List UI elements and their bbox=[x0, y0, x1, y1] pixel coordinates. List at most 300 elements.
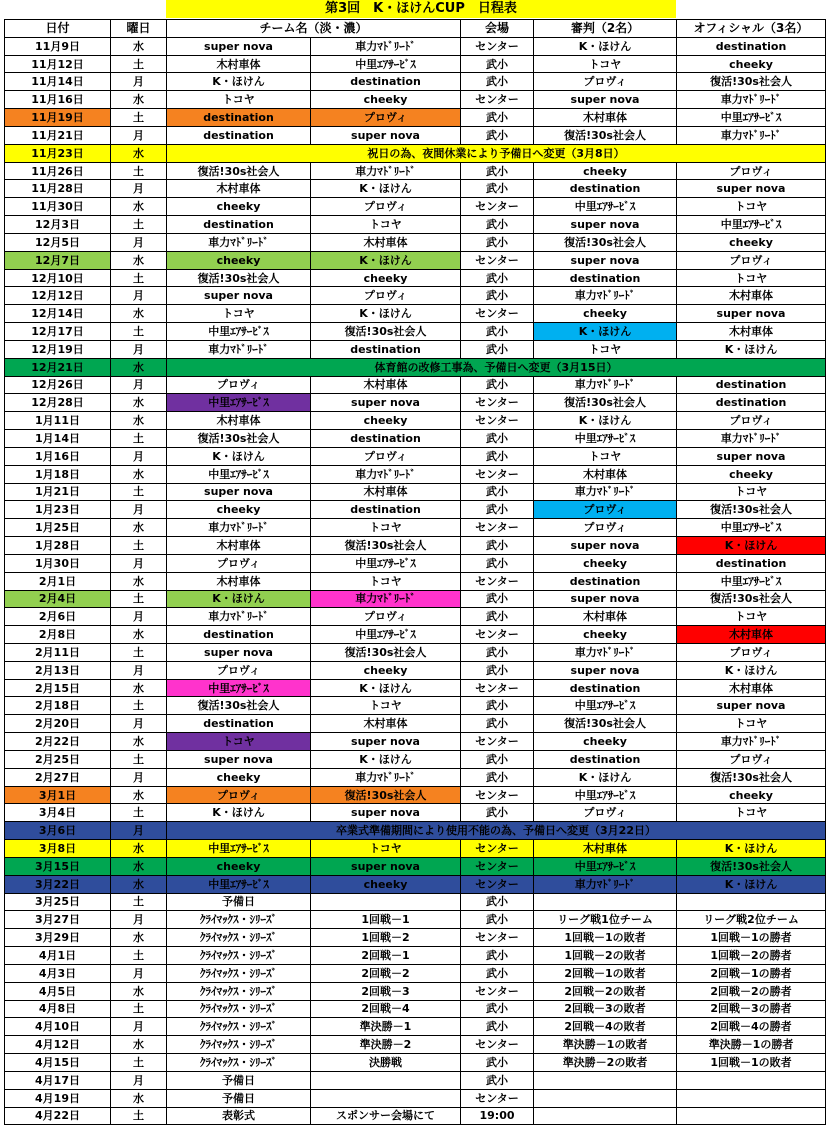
venue-cell: 武小 bbox=[461, 590, 534, 608]
team-dark-cell: 木村車体 bbox=[311, 483, 461, 501]
venue-cell: 武小 bbox=[461, 376, 534, 394]
weekday-cell: 土 bbox=[111, 269, 167, 287]
date-cell: 3月25日 bbox=[5, 893, 111, 911]
schedule-row bbox=[5, 1089, 826, 1107]
schedule-row bbox=[5, 323, 826, 341]
venue-cell: 武小 bbox=[461, 340, 534, 358]
venue-cell: 武小 bbox=[461, 287, 534, 305]
weekday-cell: 土 bbox=[111, 216, 167, 234]
team-light-cell: 復活!30s社会人 bbox=[167, 162, 311, 180]
team-light-cell: 中里ｴｱｻｰﾋﾞｽ bbox=[167, 394, 311, 412]
official-cell bbox=[677, 1107, 826, 1125]
team-dark-cell: 1回戦－1 bbox=[311, 911, 461, 929]
referee-cell: super nova bbox=[534, 661, 677, 679]
referee-cell: K・ほけん bbox=[534, 768, 677, 786]
team-dark-cell: cheeky bbox=[311, 412, 461, 430]
weekday-cell: 月 bbox=[111, 340, 167, 358]
venue-cell: センター bbox=[461, 91, 534, 109]
team-light-cell: K・ほけん bbox=[167, 590, 311, 608]
team-light-cell: 木村車体 bbox=[167, 537, 311, 555]
team-dark-cell: トコヤ bbox=[311, 572, 461, 590]
official-cell: 復活!30s社会人 bbox=[677, 857, 826, 875]
team-light-cell: 中里ｴｱｻｰﾋﾞｽ bbox=[167, 465, 311, 483]
weekday-cell: 水 bbox=[111, 929, 167, 947]
referee-cell bbox=[534, 1071, 677, 1089]
venue-cell: センター bbox=[461, 626, 534, 644]
official-cell bbox=[677, 1089, 826, 1107]
schedule-row bbox=[5, 162, 826, 180]
official-cell: cheeky bbox=[677, 786, 826, 804]
official-cell: 2回戦－1の勝者 bbox=[677, 964, 826, 982]
weekday-cell: 月 bbox=[111, 376, 167, 394]
official-cell: destination bbox=[677, 394, 826, 412]
official-cell: 車力ﾏﾄﾞﾘｰﾄﾞ bbox=[677, 430, 826, 448]
referee-cell: 準決勝－2の敗者 bbox=[534, 1054, 677, 1072]
schedule-row bbox=[5, 964, 826, 982]
official-cell: 復活!30s社会人 bbox=[677, 768, 826, 786]
date-cell: 4月12日 bbox=[5, 1036, 111, 1054]
date-cell: 3月1日 bbox=[5, 786, 111, 804]
weekday-cell: 水 bbox=[111, 198, 167, 216]
schedule-row bbox=[5, 893, 826, 911]
venue-cell: センター bbox=[461, 1036, 534, 1054]
team-dark-cell: 復活!30s社会人 bbox=[311, 643, 461, 661]
referee-cell: cheeky bbox=[534, 554, 677, 572]
team-light-cell: cheeky bbox=[167, 857, 311, 875]
date-cell: 11月19日 bbox=[5, 109, 111, 127]
team-dark-cell: トコヤ bbox=[311, 216, 461, 234]
venue-cell: 武小 bbox=[461, 750, 534, 768]
schedule-row bbox=[5, 1018, 826, 1036]
venue-cell: 武小 bbox=[461, 643, 534, 661]
official-cell: プロヴィ bbox=[677, 643, 826, 661]
official-cell: リーグ戦2位チーム bbox=[677, 911, 826, 929]
schedule-row bbox=[5, 697, 826, 715]
venue-cell: センター bbox=[461, 465, 534, 483]
referee-cell: 木村車体 bbox=[534, 840, 677, 858]
official-cell: 2回戦－3の勝者 bbox=[677, 1000, 826, 1018]
official-cell: cheeky bbox=[677, 55, 826, 73]
referee-cell: destination bbox=[534, 750, 677, 768]
date-cell: 12月28日 bbox=[5, 394, 111, 412]
team-light-cell: プロヴィ bbox=[167, 661, 311, 679]
weekday-cell: 水 bbox=[111, 1089, 167, 1107]
venue-cell: 武小 bbox=[461, 768, 534, 786]
team-dark-cell: super nova bbox=[311, 126, 461, 144]
team-light-cell: 木村車体 bbox=[167, 180, 311, 198]
team-dark-cell: 2回戦－4 bbox=[311, 1000, 461, 1018]
team-light-cell: 予備日 bbox=[167, 1071, 311, 1089]
venue-cell: 武小 bbox=[461, 661, 534, 679]
weekday-cell: 土 bbox=[111, 55, 167, 73]
official-cell: 復活!30s社会人 bbox=[677, 73, 826, 91]
weekday-cell: 水 bbox=[111, 626, 167, 644]
team-dark-cell: トコヤ bbox=[311, 697, 461, 715]
weekday-cell: 月 bbox=[111, 911, 167, 929]
date-cell: 3月8日 bbox=[5, 840, 111, 858]
referee-cell: 中里ｴｱｻｰﾋﾞｽ bbox=[534, 857, 677, 875]
team-light-cell: super nova bbox=[167, 750, 311, 768]
official-cell: destination bbox=[677, 376, 826, 394]
team-dark-cell: 中里ｴｱｻｰﾋﾞｽ bbox=[311, 554, 461, 572]
team-dark-cell: 決勝戦 bbox=[311, 1054, 461, 1072]
weekday-cell: 土 bbox=[111, 590, 167, 608]
date-cell: 12月10日 bbox=[5, 269, 111, 287]
team-light-cell: K・ほけん bbox=[167, 447, 311, 465]
schedule-row bbox=[5, 180, 826, 198]
weekday-cell: 土 bbox=[111, 697, 167, 715]
date-cell: 12月12日 bbox=[5, 287, 111, 305]
team-dark-cell: 準決勝－2 bbox=[311, 1036, 461, 1054]
team-light-cell: cheeky bbox=[167, 768, 311, 786]
date-cell: 2月13日 bbox=[5, 661, 111, 679]
venue-cell: センター bbox=[461, 37, 534, 55]
venue-cell: 武小 bbox=[461, 715, 534, 733]
team-light-cell: トコヤ bbox=[167, 91, 311, 109]
schedule-row bbox=[5, 233, 826, 251]
date-cell: 2月8日 bbox=[5, 626, 111, 644]
team-dark-cell: トコヤ bbox=[311, 519, 461, 537]
team-light-cell: ｸﾗｲﾏｯｸｽ・ｼﾘｰｽﾞ bbox=[167, 982, 311, 1000]
official-cell: トコヤ bbox=[677, 804, 826, 822]
team-light-cell: 表彰式 bbox=[167, 1107, 311, 1125]
referee-cell: 中里ｴｱｻｰﾋﾞｽ bbox=[534, 786, 677, 804]
team-light-cell: 木村車体 bbox=[167, 572, 311, 590]
weekday-cell: 月 bbox=[111, 233, 167, 251]
weekday-cell: 水 bbox=[111, 358, 167, 376]
official-cell bbox=[677, 893, 826, 911]
referee-cell: 復活!30s社会人 bbox=[534, 126, 677, 144]
venue-cell: 武小 bbox=[461, 73, 534, 91]
venue-cell: センター bbox=[461, 412, 534, 430]
team-dark-cell: 木村車体 bbox=[311, 376, 461, 394]
schedule-row bbox=[5, 947, 826, 965]
venue-cell: センター bbox=[461, 572, 534, 590]
weekday-cell: 土 bbox=[111, 1054, 167, 1072]
date-cell: 4月15日 bbox=[5, 1054, 111, 1072]
weekday-cell: 水 bbox=[111, 412, 167, 430]
venue-cell: 武小 bbox=[461, 162, 534, 180]
official-cell: トコヤ bbox=[677, 608, 826, 626]
team-light-cell: 復活!30s社会人 bbox=[167, 269, 311, 287]
schedule-row bbox=[5, 269, 826, 287]
schedule-row bbox=[5, 126, 826, 144]
official-cell: トコヤ bbox=[677, 715, 826, 733]
team-dark-cell: 復活!30s社会人 bbox=[311, 323, 461, 341]
official-cell: プロヴィ bbox=[677, 750, 826, 768]
referee-cell: K・ほけん bbox=[534, 37, 677, 55]
schedule-row bbox=[5, 733, 826, 751]
team-dark-cell: 車力ﾏﾄﾞﾘｰﾄﾞ bbox=[311, 37, 461, 55]
schedule-row bbox=[5, 929, 826, 947]
official-cell: K・ほけん bbox=[677, 875, 826, 893]
referee-cell: 木村車体 bbox=[534, 109, 677, 127]
referee-cell: 中里ｴｱｻｰﾋﾞｽ bbox=[534, 198, 677, 216]
header-date: 日付 bbox=[5, 20, 111, 38]
venue-cell: 武小 bbox=[461, 1054, 534, 1072]
team-light-cell: destination bbox=[167, 216, 311, 234]
schedule-row bbox=[5, 786, 826, 804]
page-title: 第3回 K・ほけんCUP 日程表 bbox=[166, 0, 676, 18]
referee-cell: 車力ﾏﾄﾞﾘｰﾄﾞ bbox=[534, 483, 677, 501]
date-cell: 2月6日 bbox=[5, 608, 111, 626]
date-cell: 3月29日 bbox=[5, 929, 111, 947]
venue-cell: 武小 bbox=[461, 893, 534, 911]
schedule-row bbox=[5, 1036, 826, 1054]
venue-cell: センター bbox=[461, 251, 534, 269]
date-cell: 2月15日 bbox=[5, 679, 111, 697]
date-cell: 3月4日 bbox=[5, 804, 111, 822]
team-light-cell: ｸﾗｲﾏｯｸｽ・ｼﾘｰｽﾞ bbox=[167, 1000, 311, 1018]
date-cell: 2月20日 bbox=[5, 715, 111, 733]
team-dark-cell: destination bbox=[311, 501, 461, 519]
venue-cell: 武小 bbox=[461, 608, 534, 626]
team-light-cell: K・ほけん bbox=[167, 804, 311, 822]
weekday-cell: 水 bbox=[111, 875, 167, 893]
team-dark-cell: super nova bbox=[311, 804, 461, 822]
team-dark-cell: super nova bbox=[311, 394, 461, 412]
weekday-cell: 土 bbox=[111, 1000, 167, 1018]
notice-cell: 体育館の改修工事為、予備日へ変更（3月15日） bbox=[167, 358, 826, 376]
team-dark-cell: トコヤ bbox=[311, 840, 461, 858]
venue-cell: 武小 bbox=[461, 483, 534, 501]
official-cell: 木村車体 bbox=[677, 626, 826, 644]
schedule-row bbox=[5, 447, 826, 465]
team-light-cell: トコヤ bbox=[167, 733, 311, 751]
team-dark-cell: プロヴィ bbox=[311, 447, 461, 465]
schedule-row bbox=[5, 590, 826, 608]
weekday-cell: 水 bbox=[111, 733, 167, 751]
referee-cell: cheeky bbox=[534, 733, 677, 751]
date-cell: 11月14日 bbox=[5, 73, 111, 91]
referee-cell: 復活!30s社会人 bbox=[534, 394, 677, 412]
date-cell: 4月1日 bbox=[5, 947, 111, 965]
weekday-cell: 水 bbox=[111, 857, 167, 875]
referee-cell: super nova bbox=[534, 91, 677, 109]
referee-cell: 車力ﾏﾄﾞﾘｰﾄﾞ bbox=[534, 875, 677, 893]
referee-cell: 復活!30s社会人 bbox=[534, 715, 677, 733]
weekday-cell: 月 bbox=[111, 1071, 167, 1089]
team-light-cell: super nova bbox=[167, 483, 311, 501]
venue-cell: 武小 bbox=[461, 126, 534, 144]
team-dark-cell: 車力ﾏﾄﾞﾘｰﾄﾞ bbox=[311, 162, 461, 180]
venue-cell: 武小 bbox=[461, 697, 534, 715]
weekday-cell: 水 bbox=[111, 394, 167, 412]
venue-cell: 武小 bbox=[461, 430, 534, 448]
official-cell: cheeky bbox=[677, 233, 826, 251]
weekday-cell: 水 bbox=[111, 251, 167, 269]
team-dark-cell: 1回戦－2 bbox=[311, 929, 461, 947]
schedule-row bbox=[5, 305, 826, 323]
weekday-cell: 土 bbox=[111, 947, 167, 965]
team-light-cell: ｸﾗｲﾏｯｸｽ・ｼﾘｰｽﾞ bbox=[167, 964, 311, 982]
team-light-cell: ｸﾗｲﾏｯｸｽ・ｼﾘｰｽﾞ bbox=[167, 1054, 311, 1072]
venue-cell: センター bbox=[461, 875, 534, 893]
schedule-row bbox=[5, 715, 826, 733]
official-cell: 木村車体 bbox=[677, 679, 826, 697]
official-cell: K・ほけん bbox=[677, 661, 826, 679]
team-light-cell: 予備日 bbox=[167, 1089, 311, 1107]
weekday-cell: 水 bbox=[111, 305, 167, 323]
schedule-row bbox=[5, 1107, 826, 1125]
schedule-row bbox=[5, 768, 826, 786]
team-light-cell: プロヴィ bbox=[167, 376, 311, 394]
date-cell: 12月5日 bbox=[5, 233, 111, 251]
team-dark-cell: cheeky bbox=[311, 269, 461, 287]
date-cell: 3月22日 bbox=[5, 875, 111, 893]
venue-cell: 武小 bbox=[461, 216, 534, 234]
schedule-row bbox=[5, 519, 826, 537]
referee-cell: destination bbox=[534, 180, 677, 198]
weekday-cell: 水 bbox=[111, 679, 167, 697]
referee-cell: cheeky bbox=[534, 305, 677, 323]
schedule-row bbox=[5, 840, 826, 858]
team-light-cell: 車力ﾏﾄﾞﾘｰﾄﾞ bbox=[167, 519, 311, 537]
schedule-row bbox=[5, 822, 826, 840]
official-cell: 準決勝－1の勝者 bbox=[677, 1036, 826, 1054]
venue-cell: センター bbox=[461, 840, 534, 858]
header-row bbox=[5, 20, 826, 38]
venue-cell: 19:00 bbox=[461, 1107, 534, 1125]
team-light-cell: cheeky bbox=[167, 501, 311, 519]
date-cell: 2月25日 bbox=[5, 750, 111, 768]
official-cell: プロヴィ bbox=[677, 162, 826, 180]
team-dark-cell bbox=[311, 1071, 461, 1089]
schedule-row bbox=[5, 358, 826, 376]
referee-cell: 復活!30s社会人 bbox=[534, 233, 677, 251]
referee-cell: 2回戦－3の敗者 bbox=[534, 1000, 677, 1018]
official-cell: 車力ﾏﾄﾞﾘｰﾄﾞ bbox=[677, 733, 826, 751]
date-cell: 4月5日 bbox=[5, 982, 111, 1000]
referee-cell: super nova bbox=[534, 590, 677, 608]
official-cell: プロヴィ bbox=[677, 412, 826, 430]
schedule-row bbox=[5, 804, 826, 822]
venue-cell: 武小 bbox=[461, 323, 534, 341]
date-cell: 2月11日 bbox=[5, 643, 111, 661]
team-light-cell: 中里ｴｱｻｰﾋﾞｽ bbox=[167, 875, 311, 893]
official-cell: super nova bbox=[677, 447, 826, 465]
official-cell: 車力ﾏﾄﾞﾘｰﾄﾞ bbox=[677, 126, 826, 144]
official-cell: 2回戦－4の勝者 bbox=[677, 1018, 826, 1036]
official-cell: 復活!30s社会人 bbox=[677, 501, 826, 519]
date-cell: 12月21日 bbox=[5, 358, 111, 376]
official-cell: 中里ｴｱｻｰﾋﾞｽ bbox=[677, 109, 826, 127]
venue-cell: センター bbox=[461, 305, 534, 323]
venue-cell: センター bbox=[461, 982, 534, 1000]
venue-cell: 武小 bbox=[461, 109, 534, 127]
notice-cell: 祝日の為、夜間休業により予備日へ変更（3月8日） bbox=[167, 144, 826, 162]
venue-cell: 武小 bbox=[461, 180, 534, 198]
official-cell: 1回戦－2の勝者 bbox=[677, 947, 826, 965]
team-light-cell: cheeky bbox=[167, 198, 311, 216]
header-official: オフィシャル（3名） bbox=[677, 20, 826, 38]
referee-cell: K・ほけん bbox=[534, 412, 677, 430]
weekday-cell: 月 bbox=[111, 287, 167, 305]
team-light-cell: 中里ｴｱｻｰﾋﾞｽ bbox=[167, 679, 311, 697]
venue-cell: 武小 bbox=[461, 447, 534, 465]
weekday-cell: 月 bbox=[111, 180, 167, 198]
referee-cell: super nova bbox=[534, 537, 677, 555]
team-dark-cell: 2回戦－2 bbox=[311, 964, 461, 982]
venue-cell: 武小 bbox=[461, 1000, 534, 1018]
schedule-row bbox=[5, 679, 826, 697]
team-light-cell: super nova bbox=[167, 287, 311, 305]
weekday-cell: 土 bbox=[111, 430, 167, 448]
team-dark-cell: super nova bbox=[311, 857, 461, 875]
venue-cell: 武小 bbox=[461, 964, 534, 982]
venue-cell: センター bbox=[461, 519, 534, 537]
schedule-row bbox=[5, 198, 826, 216]
venue-cell: 武小 bbox=[461, 55, 534, 73]
team-light-cell: 木村車体 bbox=[167, 412, 311, 430]
date-cell: 12月19日 bbox=[5, 340, 111, 358]
referee-cell: 車力ﾏﾄﾞﾘｰﾄﾞ bbox=[534, 376, 677, 394]
team-dark-cell: プロヴィ bbox=[311, 198, 461, 216]
weekday-cell: 水 bbox=[111, 786, 167, 804]
venue-cell: 武小 bbox=[461, 537, 534, 555]
venue-cell: 武小 bbox=[461, 269, 534, 287]
team-dark-cell: destination bbox=[311, 73, 461, 91]
schedule-row bbox=[5, 465, 826, 483]
team-light-cell: ｸﾗｲﾏｯｸｽ・ｼﾘｰｽﾞ bbox=[167, 929, 311, 947]
team-light-cell: 復活!30s社会人 bbox=[167, 697, 311, 715]
team-dark-cell: スポンサー会場にて bbox=[311, 1107, 461, 1125]
team-dark-cell: 車力ﾏﾄﾞﾘｰﾄﾞ bbox=[311, 465, 461, 483]
official-cell: 車力ﾏﾄﾞﾘｰﾄﾞ bbox=[677, 91, 826, 109]
date-cell: 2月27日 bbox=[5, 768, 111, 786]
weekday-cell: 土 bbox=[111, 804, 167, 822]
header-referee: 審判（2名） bbox=[534, 20, 677, 38]
referee-cell: 中里ｴｱｻｰﾋﾞｽ bbox=[534, 430, 677, 448]
weekday-cell: 水 bbox=[111, 144, 167, 162]
date-cell: 11月23日 bbox=[5, 144, 111, 162]
team-light-cell: 中里ｴｱｻｰﾋﾞｽ bbox=[167, 840, 311, 858]
official-cell: 1回戦－1の敗者 bbox=[677, 1054, 826, 1072]
team-light-cell: 車力ﾏﾄﾞﾘｰﾄﾞ bbox=[167, 608, 311, 626]
date-cell: 3月27日 bbox=[5, 911, 111, 929]
schedule-row bbox=[5, 251, 826, 269]
schedule-row bbox=[5, 73, 826, 91]
referee-cell: 2回戦－4の敗者 bbox=[534, 1018, 677, 1036]
referee-cell: 車力ﾏﾄﾞﾘｰﾄﾞ bbox=[534, 287, 677, 305]
schedule-row bbox=[5, 412, 826, 430]
date-cell: 4月22日 bbox=[5, 1107, 111, 1125]
venue-cell: センター bbox=[461, 857, 534, 875]
date-cell: 4月3日 bbox=[5, 964, 111, 982]
team-dark-cell: super nova bbox=[311, 733, 461, 751]
notice-cell: 卒業式準備期間により使用不能の為、予備日へ変更（3月22日） bbox=[167, 822, 826, 840]
official-cell: 1回戦－1の勝者 bbox=[677, 929, 826, 947]
schedule-row bbox=[5, 608, 826, 626]
official-cell: プロヴィ bbox=[677, 251, 826, 269]
referee-cell: K・ほけん bbox=[534, 323, 677, 341]
header-teams: チーム名（淡・濃） bbox=[167, 20, 461, 38]
weekday-cell: 水 bbox=[111, 572, 167, 590]
schedule-row bbox=[5, 394, 826, 412]
date-cell: 2月1日 bbox=[5, 572, 111, 590]
weekday-cell: 月 bbox=[111, 1018, 167, 1036]
date-cell: 11月28日 bbox=[5, 180, 111, 198]
venue-cell: センター bbox=[461, 198, 534, 216]
team-light-cell: 車力ﾏﾄﾞﾘｰﾄﾞ bbox=[167, 233, 311, 251]
venue-cell: 武小 bbox=[461, 804, 534, 822]
team-dark-cell: destination bbox=[311, 430, 461, 448]
team-light-cell: destination bbox=[167, 109, 311, 127]
official-cell: K・ほけん bbox=[677, 340, 826, 358]
weekday-cell: 月 bbox=[111, 554, 167, 572]
weekday-cell: 月 bbox=[111, 126, 167, 144]
team-dark-cell: cheeky bbox=[311, 875, 461, 893]
